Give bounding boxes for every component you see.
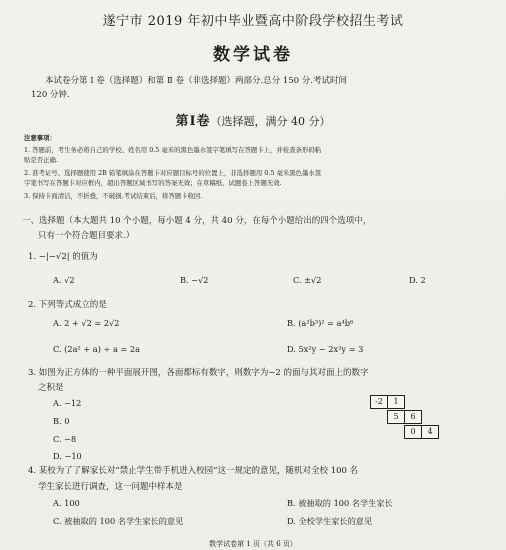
q1-option-a: A. √2 (53, 275, 75, 285)
part-heading (0, 110, 506, 129)
q3-stem-line-1: 3. 如图为正方体的一种平面展开图，各面都标有数字，则数字为−2 的面与其对面上的数字 (28, 368, 369, 378)
part-heading-main: 第Ⅰ卷 (175, 114, 211, 129)
section-instructions-line-1: 一、选择题（本大题共 10 个小题，每小题 4 分，共 40 分，在每个小题给出的四个选项中， (22, 216, 372, 226)
q2-option-d: D. 5x²y − 2x²y = 3 (287, 344, 364, 354)
note-line: 2. 准考证号、选择题使用 2B 铅笔填涂在答题卡对应题目标号的位置上，非选择题用 0.5 毫米黑色墨水签 (24, 169, 322, 177)
cube-net-face: 0 (404, 425, 422, 439)
q3-option-b: B. 0 (53, 416, 70, 426)
note-line: 贴是否正确. (24, 156, 58, 164)
note-line: 字笔书写在答题卡对应框内，超出答题区域书写的答案无效；在草稿纸、试题卷上答题无效. (24, 179, 282, 187)
exam-title: 遂宁市 2019 年初中毕业暨高中阶段学校招生考试 (102, 14, 404, 29)
q1-option-b: B. −√2 (180, 275, 209, 285)
q2-option-c: C. (2a² + a) ÷ a = 2a (53, 344, 140, 354)
page-footer: 数学试卷第 1 页（共 6 页） (209, 540, 297, 548)
cube-net-face: 5 (387, 410, 405, 424)
q4-option-b: B. 被抽取的 100 名学生家长 (287, 498, 393, 508)
q4-option-d: D. 全校学生家长的意见 (287, 516, 373, 526)
q2-option-b: B. (a²b³)² = a⁴b⁶ (287, 318, 354, 328)
cube-net-figure (370, 395, 450, 441)
q2-stem: 2. 下列等式成立的是 (28, 300, 107, 310)
cube-net-face: 4 (421, 425, 439, 439)
notes-title: 注意事项： (24, 134, 56, 142)
cube-net-face: -2 (370, 395, 388, 409)
q3-option-a: A. −12 (53, 398, 82, 408)
cube-net-face: 6 (404, 410, 422, 424)
q4-option-a: A. 100 (53, 498, 80, 508)
part-heading-note: （选择题，满分 40 分） (210, 115, 331, 128)
note-line: 3. 保持卡面清洁，不折叠，不破损.考试结束后，将答题卡收回. (24, 192, 203, 200)
q3-option-c: C. −8 (53, 434, 77, 444)
note-line: 1. 答题前，考生务必将自己的学校、姓名用 0.5 毫米的黑色墨水签字笔填写在答题卡上，并检查条形码粘 (24, 146, 322, 154)
q2-option-a: A. 2 + √2 = 2√2 (53, 318, 120, 328)
q4-option-c: C. 被抽取的 100 名学生家长的意见 (53, 516, 184, 526)
q4-stem-line-1: 4. 某校为了了解家长对“禁止学生带手机进入校园”这一规定的意见，随机对全校 100 名 (28, 466, 359, 476)
intro-line-2: 120 分钟. (31, 90, 70, 100)
q1-stem: 1. −|−√2| 的值为 (28, 252, 98, 262)
section-instructions-line-2: 只有一个符合题目要求.） (38, 231, 135, 241)
q3-stem-line-2: 之积是 (38, 383, 64, 393)
q3-option-d: D. −10 (53, 451, 82, 461)
q4-stem-line-2: 学生家长进行调查，这一问题中样本是 (38, 482, 183, 492)
q1-option-c: C. ±√2 (293, 275, 322, 285)
subject-title: 数学试卷 (213, 45, 293, 65)
intro-line-1: 本试卷分第 Ⅰ 卷（选择题）和第 Ⅱ 卷（非选择题）两部分.总分 150 分.考试时间 (45, 76, 347, 86)
cube-net-face: 1 (387, 395, 405, 409)
q1-option-d: D. 2 (409, 275, 426, 285)
